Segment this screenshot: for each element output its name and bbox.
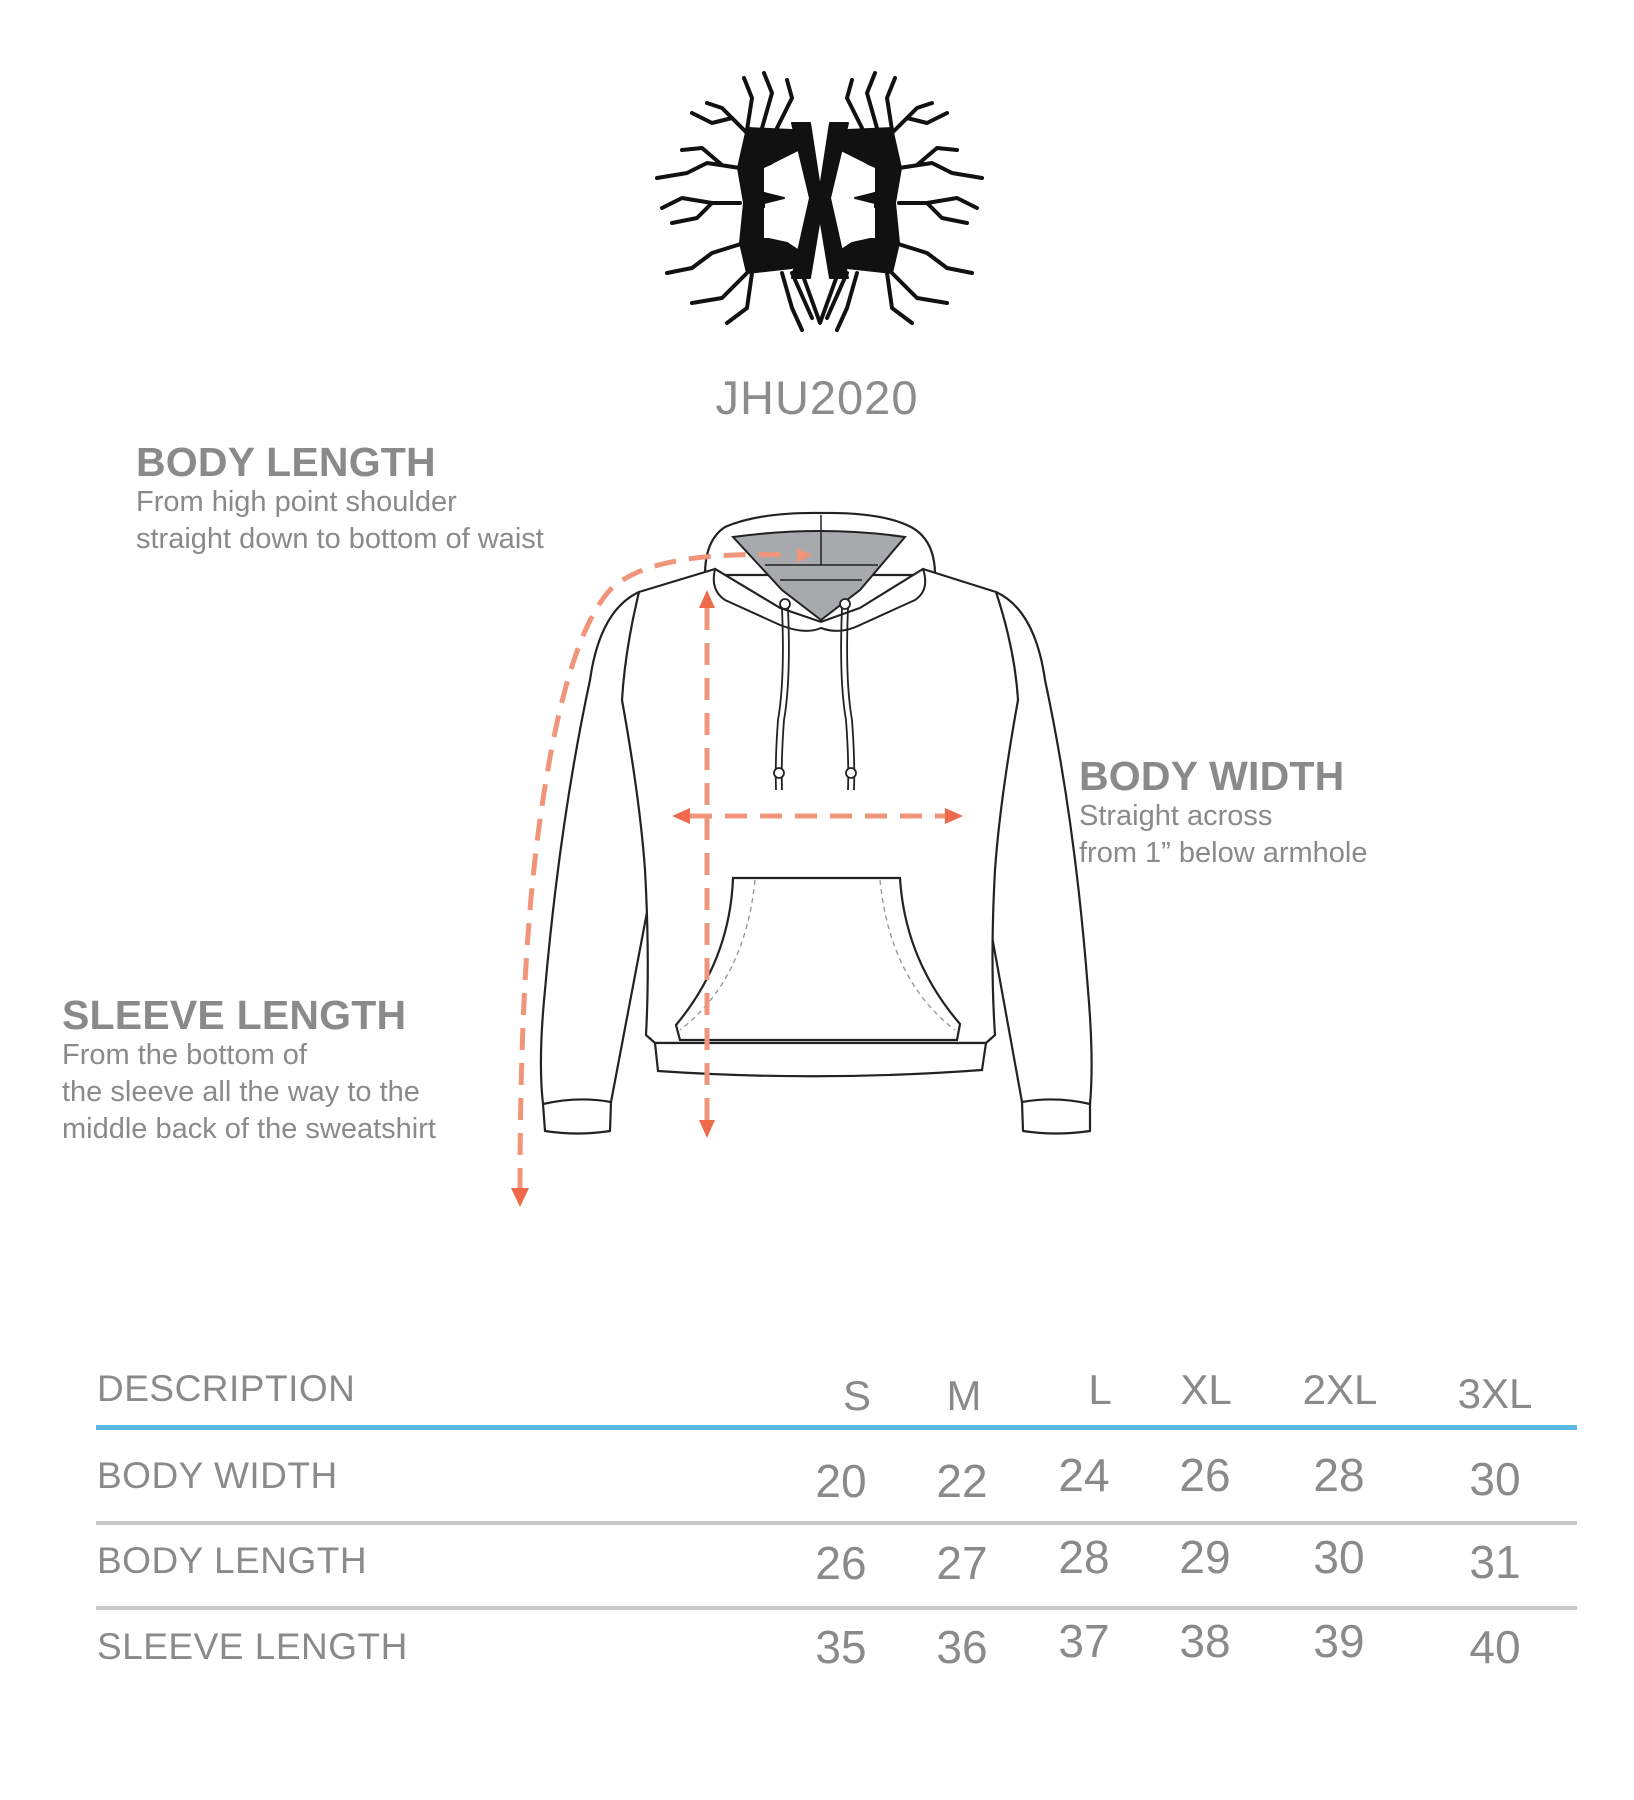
size-header-s: S [842,1372,871,1419]
body-length-desc-line-1: From high point shoulder [136,486,457,518]
body-width-heading: BODY WIDTH [1079,753,1345,799]
cell-value: 36 [936,1621,988,1673]
body-length-desc-line-2: straight down to bottom of waist [136,523,544,555]
cell-value: 30 [1313,1531,1365,1583]
cell-value: 30 [1469,1453,1521,1505]
cell-value: 31 [1469,1536,1521,1588]
size-header-2xl: 2XL [1302,1366,1378,1413]
cell-value: 35 [815,1621,867,1673]
row-label: BODY LENGTH [97,1540,368,1581]
product-code-title: JHU2020 [715,371,919,424]
right-cuff [1022,1099,1090,1133]
row-label: BODY WIDTH [97,1455,338,1496]
cell-value: 29 [1179,1531,1231,1583]
sleeve-length-heading: SLEEVE LENGTH [62,992,407,1038]
body-length-heading: BODY LENGTH [136,439,436,485]
body-width-desc-line-2: from 1” below armhole [1079,837,1368,869]
cell-value: 24 [1058,1449,1110,1501]
size-header-l: L [1088,1366,1112,1413]
body-width-desc-line-1: Straight across [1079,800,1273,832]
left-cuff [543,1099,611,1133]
row-label: SLEEVE LENGTH [97,1626,408,1667]
cell-value: 20 [815,1455,867,1507]
cell-value: 27 [936,1537,988,1589]
size-header-m: M [946,1372,982,1419]
size-header-xl: XL [1180,1366,1232,1413]
cell-value: 38 [1179,1615,1231,1667]
size-header-3xl: 3XL [1457,1370,1533,1417]
row-divider [96,1521,1577,1525]
cell-value: 28 [1313,1449,1365,1501]
sleeve-length-desc-line-3: middle back of the sweatshirt [62,1113,436,1145]
cell-value: 22 [936,1455,988,1507]
header-divider [96,1425,1577,1430]
cell-value: 28 [1058,1531,1110,1583]
cell-value: 26 [815,1537,867,1589]
cell-value: 26 [1179,1449,1231,1501]
cell-value: 39 [1313,1615,1365,1667]
sleeve-length-desc-line-2: the sleeve all the way to the [62,1076,420,1108]
row-divider [96,1606,1577,1610]
cell-value: 37 [1058,1615,1110,1667]
table-header-description: DESCRIPTION [97,1368,356,1409]
sleeve-length-desc-line-1: From the bottom of [62,1039,307,1071]
cell-value: 40 [1469,1621,1521,1673]
